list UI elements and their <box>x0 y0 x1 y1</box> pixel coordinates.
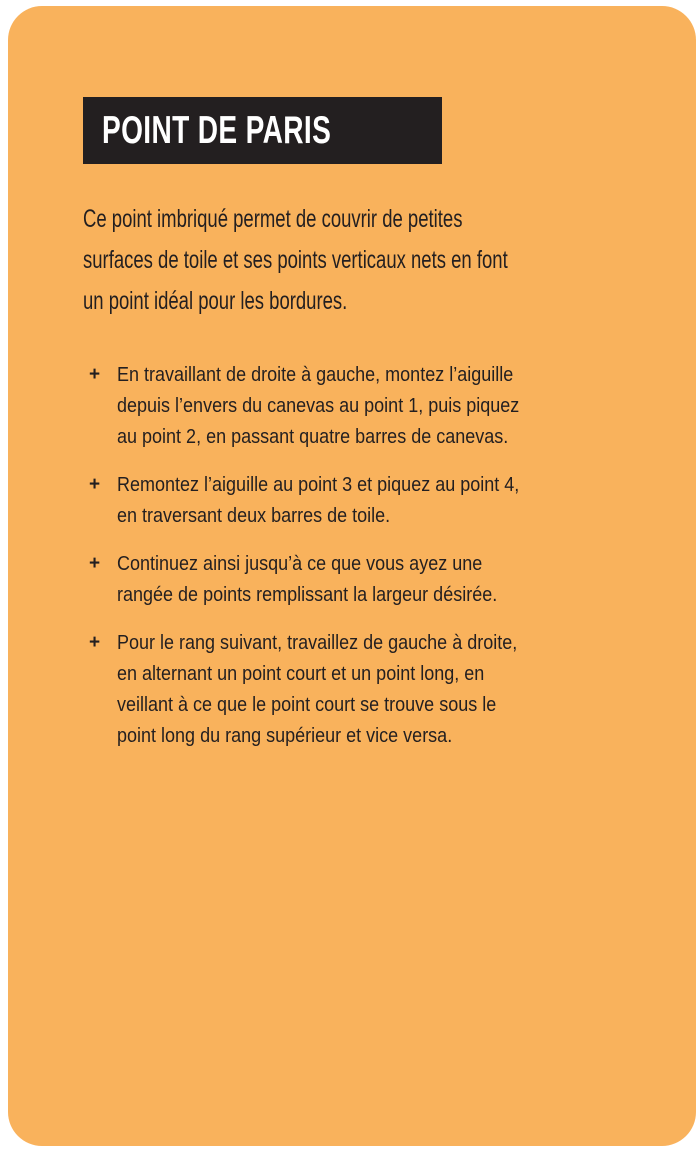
step-line: Remontez l’aiguille au point 3 et piquez au point 4, <box>117 474 520 496</box>
step-line: rangée de points remplissant la largeur désirée. <box>117 584 498 606</box>
step-line: depuis l’envers du canevas au point 1, puis piquez <box>117 395 520 417</box>
step-item <box>83 360 643 453</box>
step-line: En travaillant de droite à gauche, montez l’aiguille <box>117 364 514 386</box>
step-list <box>83 360 643 769</box>
step-line: au point 2, en passant quatre barres de canevas. <box>117 426 509 448</box>
plus-icon: + <box>89 632 101 653</box>
step-text <box>117 628 643 752</box>
step-text <box>117 470 643 532</box>
step-item <box>83 549 643 611</box>
card-title: POINT DE PARIS <box>102 108 332 152</box>
step-item <box>83 628 643 752</box>
plus-icon: + <box>89 364 101 385</box>
plus-icon: + <box>89 553 101 574</box>
step-item <box>83 470 643 532</box>
instruction-card <box>8 6 696 1146</box>
intro-line: Ce point imbriqué permet de couvrir de petites <box>83 205 463 233</box>
intro-line: un point idéal pour les bordures. <box>83 287 348 315</box>
step-line: point long du rang supérieur et vice versa. <box>117 725 453 747</box>
step-text <box>117 549 643 611</box>
intro-line: surfaces de toile et ses points verticaux nets en font <box>83 246 508 274</box>
step-line: en traversant deux barres de toile. <box>117 505 391 527</box>
plus-icon: + <box>89 474 101 495</box>
step-line: Pour le rang suivant, travaillez de gauche à droite, <box>117 632 518 654</box>
intro-paragraph <box>83 199 616 322</box>
step-line: veillant à ce que le point court se trouve sous le <box>117 694 497 716</box>
title-bar <box>83 97 442 164</box>
step-text <box>117 360 643 453</box>
step-line: Continuez ainsi jusqu’à ce que vous ayez une <box>117 553 483 575</box>
step-line: en alternant un point court et un point long, en <box>117 663 485 685</box>
